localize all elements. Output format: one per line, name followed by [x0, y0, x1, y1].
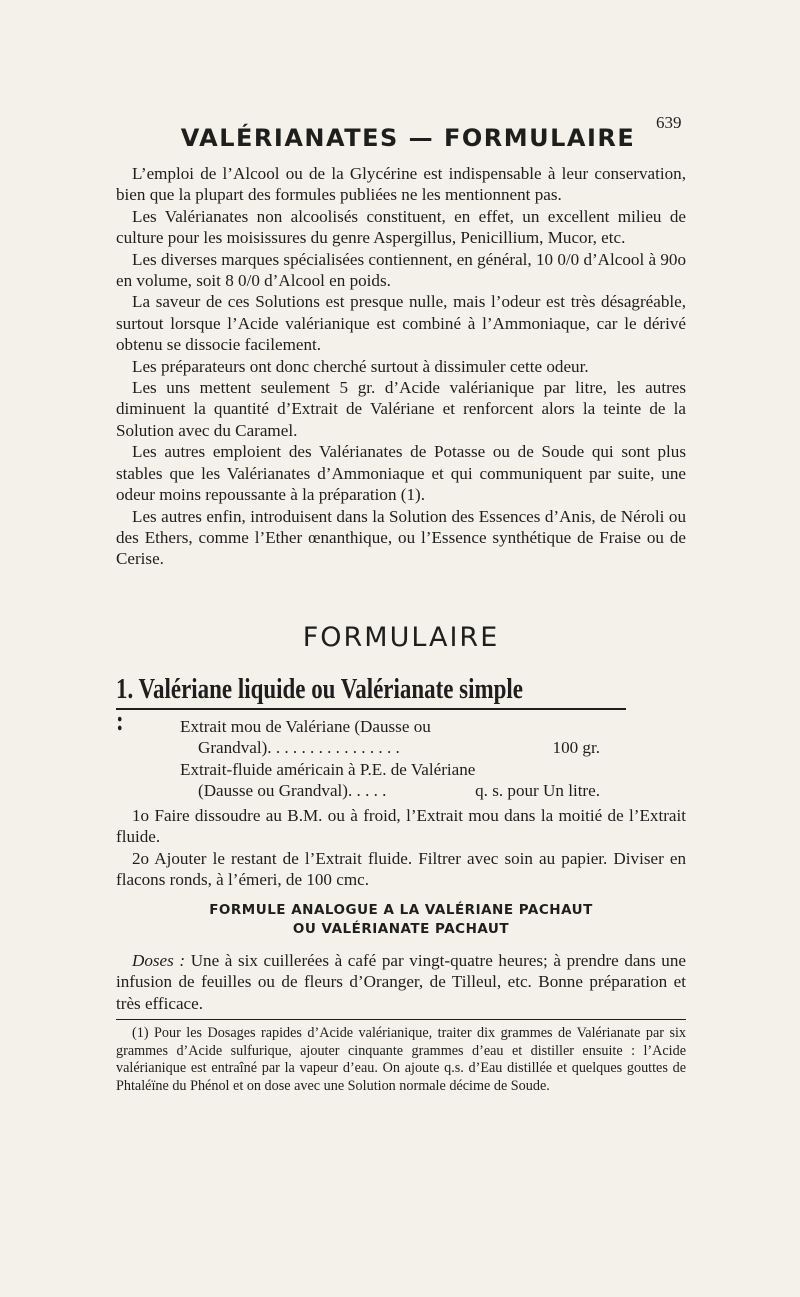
paragraph: Les autres enfin, introduisent dans la Solution des Essences d’Anis, de Néroli ou des Ethers, comme l’Ether œnanthique, ou l’Essence synthétique de Fraise ou de Cerise. [116, 506, 686, 569]
ingredient-list [180, 716, 600, 802]
footnote-divider [116, 1019, 686, 1020]
doses-paragraph [116, 950, 686, 1014]
formula-subtitle-line: FORMULE ANALOGUE A LA VALÉRIANE PACHAUT [209, 902, 593, 918]
preparation-step: 2o Ajouter le restant de l’Extrait fluide. Filtrer avec soin au papier. Diviser en flacons ronds, à l’émeri, de 100 cmc. [116, 848, 686, 890]
recipe-title: 1. Valériane liquide ou Valérianate simple : [116, 674, 523, 737]
ingredient-item [180, 759, 600, 802]
paragraph: Les préparateurs ont donc cherché surtout à dissimuler cette odeur. [132, 356, 589, 376]
formula-subtitle-line: OU VALÉRIANATE PACHAUT [292, 921, 510, 937]
preparation-step: 1o Faire dissoudre au B.M. ou à froid, l’Extrait mou dans la moitié de l’Extrait fluide. [116, 806, 686, 847]
doses-text: Une à six cuillerées à café par vingt-quatre heures; à prendre dans une infusion de feuilles ou de fleurs d’Oranger, de Tilleul, etc. Bonne préparation et très efficace. [116, 951, 686, 1013]
ingredient-line: Extrait-fluide américain à P.E. de Valériane [180, 759, 476, 779]
paragraph: Les Valérianates non alcoolisés constituent, en effet, un excellent milieu de culture pour les moisissures du genre Aspergillus, Penicillium, Mucor, etc. [116, 206, 686, 248]
paragraph: L’emploi de l’Alcool ou de la Glycérine est indispensable à leur conservation, bien que la plupart des formules publiées ne les mentionnent pas. [116, 164, 686, 205]
page-number: 639 [656, 113, 682, 132]
ingredient-line: Extrait mou de Valériane (Dausse ou [180, 717, 431, 736]
section-title: FORMULAIRE [302, 622, 500, 653]
preparation-steps [116, 805, 686, 891]
running-head: VALÉRIANATES — FORMULAIRE [180, 124, 636, 152]
ingredient-line: Grandval). . . . . . . . . . . . . . . . [198, 738, 400, 758]
paragraph: La saveur de ces Solutions est presque nulle, mais l’odeur est très désagréable, surtout lorsque l’Acide valérianique est combiné à l’Ammoniaque, car le dérivé obtenu se dissocie facilement. [116, 292, 686, 355]
paragraph: Les diverses marques spécialisées contiennent, en général, 10 0/0 d’Alcool à 90o en volume, soit 8 0/0 d’Alcool en poids. [116, 249, 686, 291]
ingredient-item [180, 716, 600, 759]
footnote: (1) Pour les Dosages rapides d’Acide valérianique, traiter dix grammes de Valérianate par six grammes d’Acide sulfurique, ajouter cinquante grammes d’eau et distiller ensuite : l’Acide valérianique est entraîné par la vapeur d’eau. On ajoute q.s. d’Eau distillée et quelques gouttes de Phtaléïne du Phénol et on dose avec une Solution normale décime de Soude. [116, 1025, 686, 1094]
recipe-title-underline [116, 708, 626, 710]
ingredient-line: (Dausse ou Grandval). . . . . [198, 781, 387, 801]
ingredient-quantity: 100 gr. [552, 738, 600, 758]
ingredient-quantity: q. s. pour Un litre. [475, 781, 600, 801]
body-text [116, 163, 686, 570]
doses-label: Doses : [132, 951, 186, 970]
formula-subtitle [116, 901, 686, 939]
paragraph: Les uns mettent seulement 5 gr. d’Acide valérianique par litre, les autres diminuent la quantité d’Extrait de Valériane et renforcent alors la teinte de la Solution avec du Caramel. [116, 378, 686, 440]
paragraph: Les autres emploient des Valérianates de Potasse ou de Soude qui sont plus stables que les Valérianates d’Ammoniaque et qui communiquent par suite, une odeur moins repoussante à la préparation (1). [116, 442, 686, 505]
